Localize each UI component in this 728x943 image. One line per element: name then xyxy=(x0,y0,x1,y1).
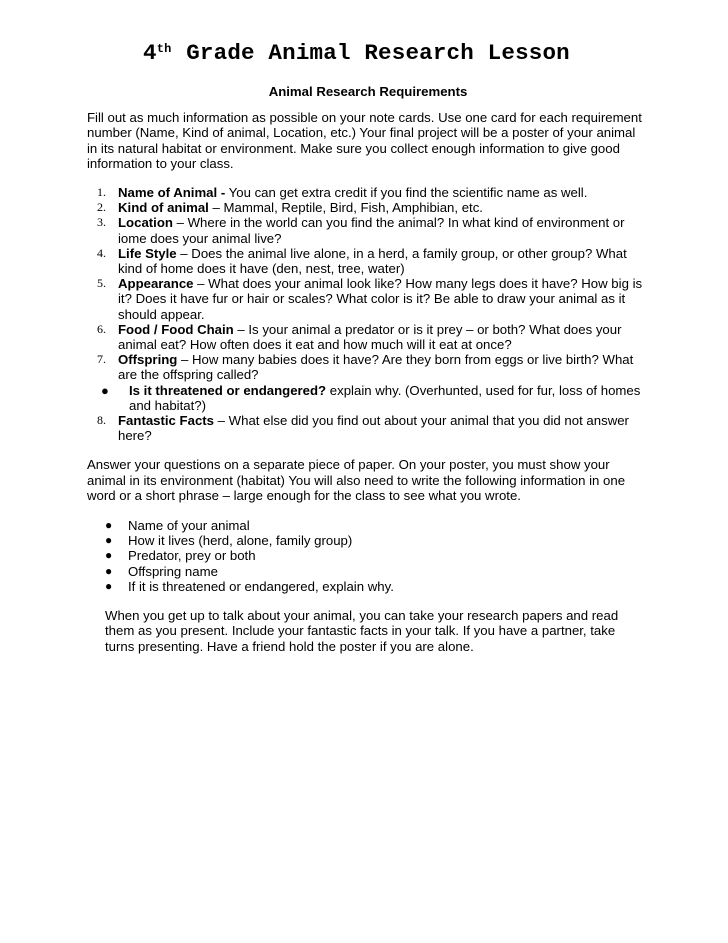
requirement-item xyxy=(87,352,647,382)
title-text: Grade Animal Research Lesson xyxy=(172,40,570,66)
list-item-text: How it lives (herd, alone, family group) xyxy=(128,533,353,549)
requirement-text: – Is your animal a predator or is it prey – or both? What does your animal eat? How often does it eat and how much will it eat at once? xyxy=(118,321,622,353)
bullet-icon: ● xyxy=(105,548,113,563)
list-item-text: Predator, prey or both xyxy=(128,548,256,564)
requirements-list xyxy=(87,185,647,443)
requirement-text: – What else did you find out about your animal that you did not answer here? xyxy=(118,413,629,444)
list-item-text: Offspring name xyxy=(128,563,218,579)
closing-paragraph: When you get up to talk about your animal, you can take your research papers and read them as you present. Include your fantastic facts in your talk. If you have a partner, take turns presenting. Have a friend hold the poster if you are alone. xyxy=(105,608,619,654)
requirement-term: Name of Animal - xyxy=(118,185,226,201)
bullet-icon: ● xyxy=(105,563,113,578)
requirement-term: Is it threatened or endangered? xyxy=(129,382,327,398)
requirement-number: 2. xyxy=(97,200,106,215)
bullet-icon: ● xyxy=(105,533,113,548)
bullet-icon: ● xyxy=(101,382,109,398)
title-grade-suffix: th xyxy=(156,42,172,56)
list-item xyxy=(87,579,647,594)
requirement-item xyxy=(87,413,647,443)
instructions-paragraph: Answer your questions on a separate piece of paper. On your poster, you must show your animal in its environment (habitat) You will also need to write the following information in one word or a short phrase – large enough for the class to see what you wrote. xyxy=(87,457,626,503)
requirement-number: 5. xyxy=(97,276,106,291)
requirement-text: – Where in the world can you find the animal? In what kind of environment or iome does your animal live? xyxy=(118,215,625,246)
requirement-number: 8. xyxy=(97,413,106,428)
list-item xyxy=(87,564,647,579)
requirement-item xyxy=(87,322,647,352)
requirement-item xyxy=(87,276,647,322)
requirement-number: 6. xyxy=(97,321,106,336)
requirement-text: You can get extra credit if you find the scientific name as well. xyxy=(225,185,588,201)
requirement-term: Food / Food Chain xyxy=(118,321,234,337)
title-grade-number: 4 xyxy=(143,40,157,66)
document-page xyxy=(87,40,647,654)
list-item xyxy=(87,533,647,548)
requirement-item xyxy=(87,246,647,276)
requirement-item xyxy=(87,185,647,200)
list-item-text: Name of your animal xyxy=(128,518,250,534)
bullet-icon: ● xyxy=(105,518,113,533)
requirement-term: Life Style xyxy=(118,245,177,261)
requirement-sub-item xyxy=(87,383,647,413)
intro-paragraph: Fill out as much information as possible on your note cards. Use one card for each requirement number (Name, Kind of animal, Location, etc.) Your final project will be a poster of your animal in its natural habitat or environment. Make sure you collect enough information to give good information to your class. xyxy=(87,110,642,171)
requirement-number: 4. xyxy=(97,245,106,260)
list-item xyxy=(87,548,647,563)
requirement-term: Fantastic Facts xyxy=(118,413,215,429)
requirement-text: explain why. (Overhunted, used for fur, loss of homes and habitat?) xyxy=(129,382,641,413)
requirement-text: – Does the animal live alone, in a herd, a family group, or other group? What kind of home does it have (den, nest, tree, water) xyxy=(118,245,627,277)
poster-items-list xyxy=(87,518,647,594)
list-item-text: If it is threatened or endangered, explain why. xyxy=(128,578,394,594)
page-title xyxy=(143,40,647,66)
list-item xyxy=(87,518,647,533)
requirement-text: – What does your animal look like? How many legs does it have? How big is it? Does it have fur or hair or scales? What color is it? Be able to draw your animal as it should appear. xyxy=(118,276,643,322)
requirement-term: Kind of animal xyxy=(118,200,209,216)
requirement-term: Location xyxy=(118,215,173,231)
section-heading: Animal Research Requirements xyxy=(268,84,468,99)
requirement-number: 7. xyxy=(97,352,106,367)
requirement-text: – How many babies does it have? Are they born from eggs or live birth? What are the offspring called? xyxy=(118,352,634,383)
requirement-text: – Mammal, Reptile, Bird, Fish, Amphibian, etc. xyxy=(208,200,483,216)
requirement-item xyxy=(87,215,647,245)
requirement-number: 3. xyxy=(97,215,106,230)
requirement-term: Offspring xyxy=(118,352,178,368)
requirement-number: 1. xyxy=(97,185,106,200)
requirement-item xyxy=(87,200,647,215)
bullet-icon: ● xyxy=(105,578,113,593)
requirement-term: Appearance xyxy=(118,276,194,292)
